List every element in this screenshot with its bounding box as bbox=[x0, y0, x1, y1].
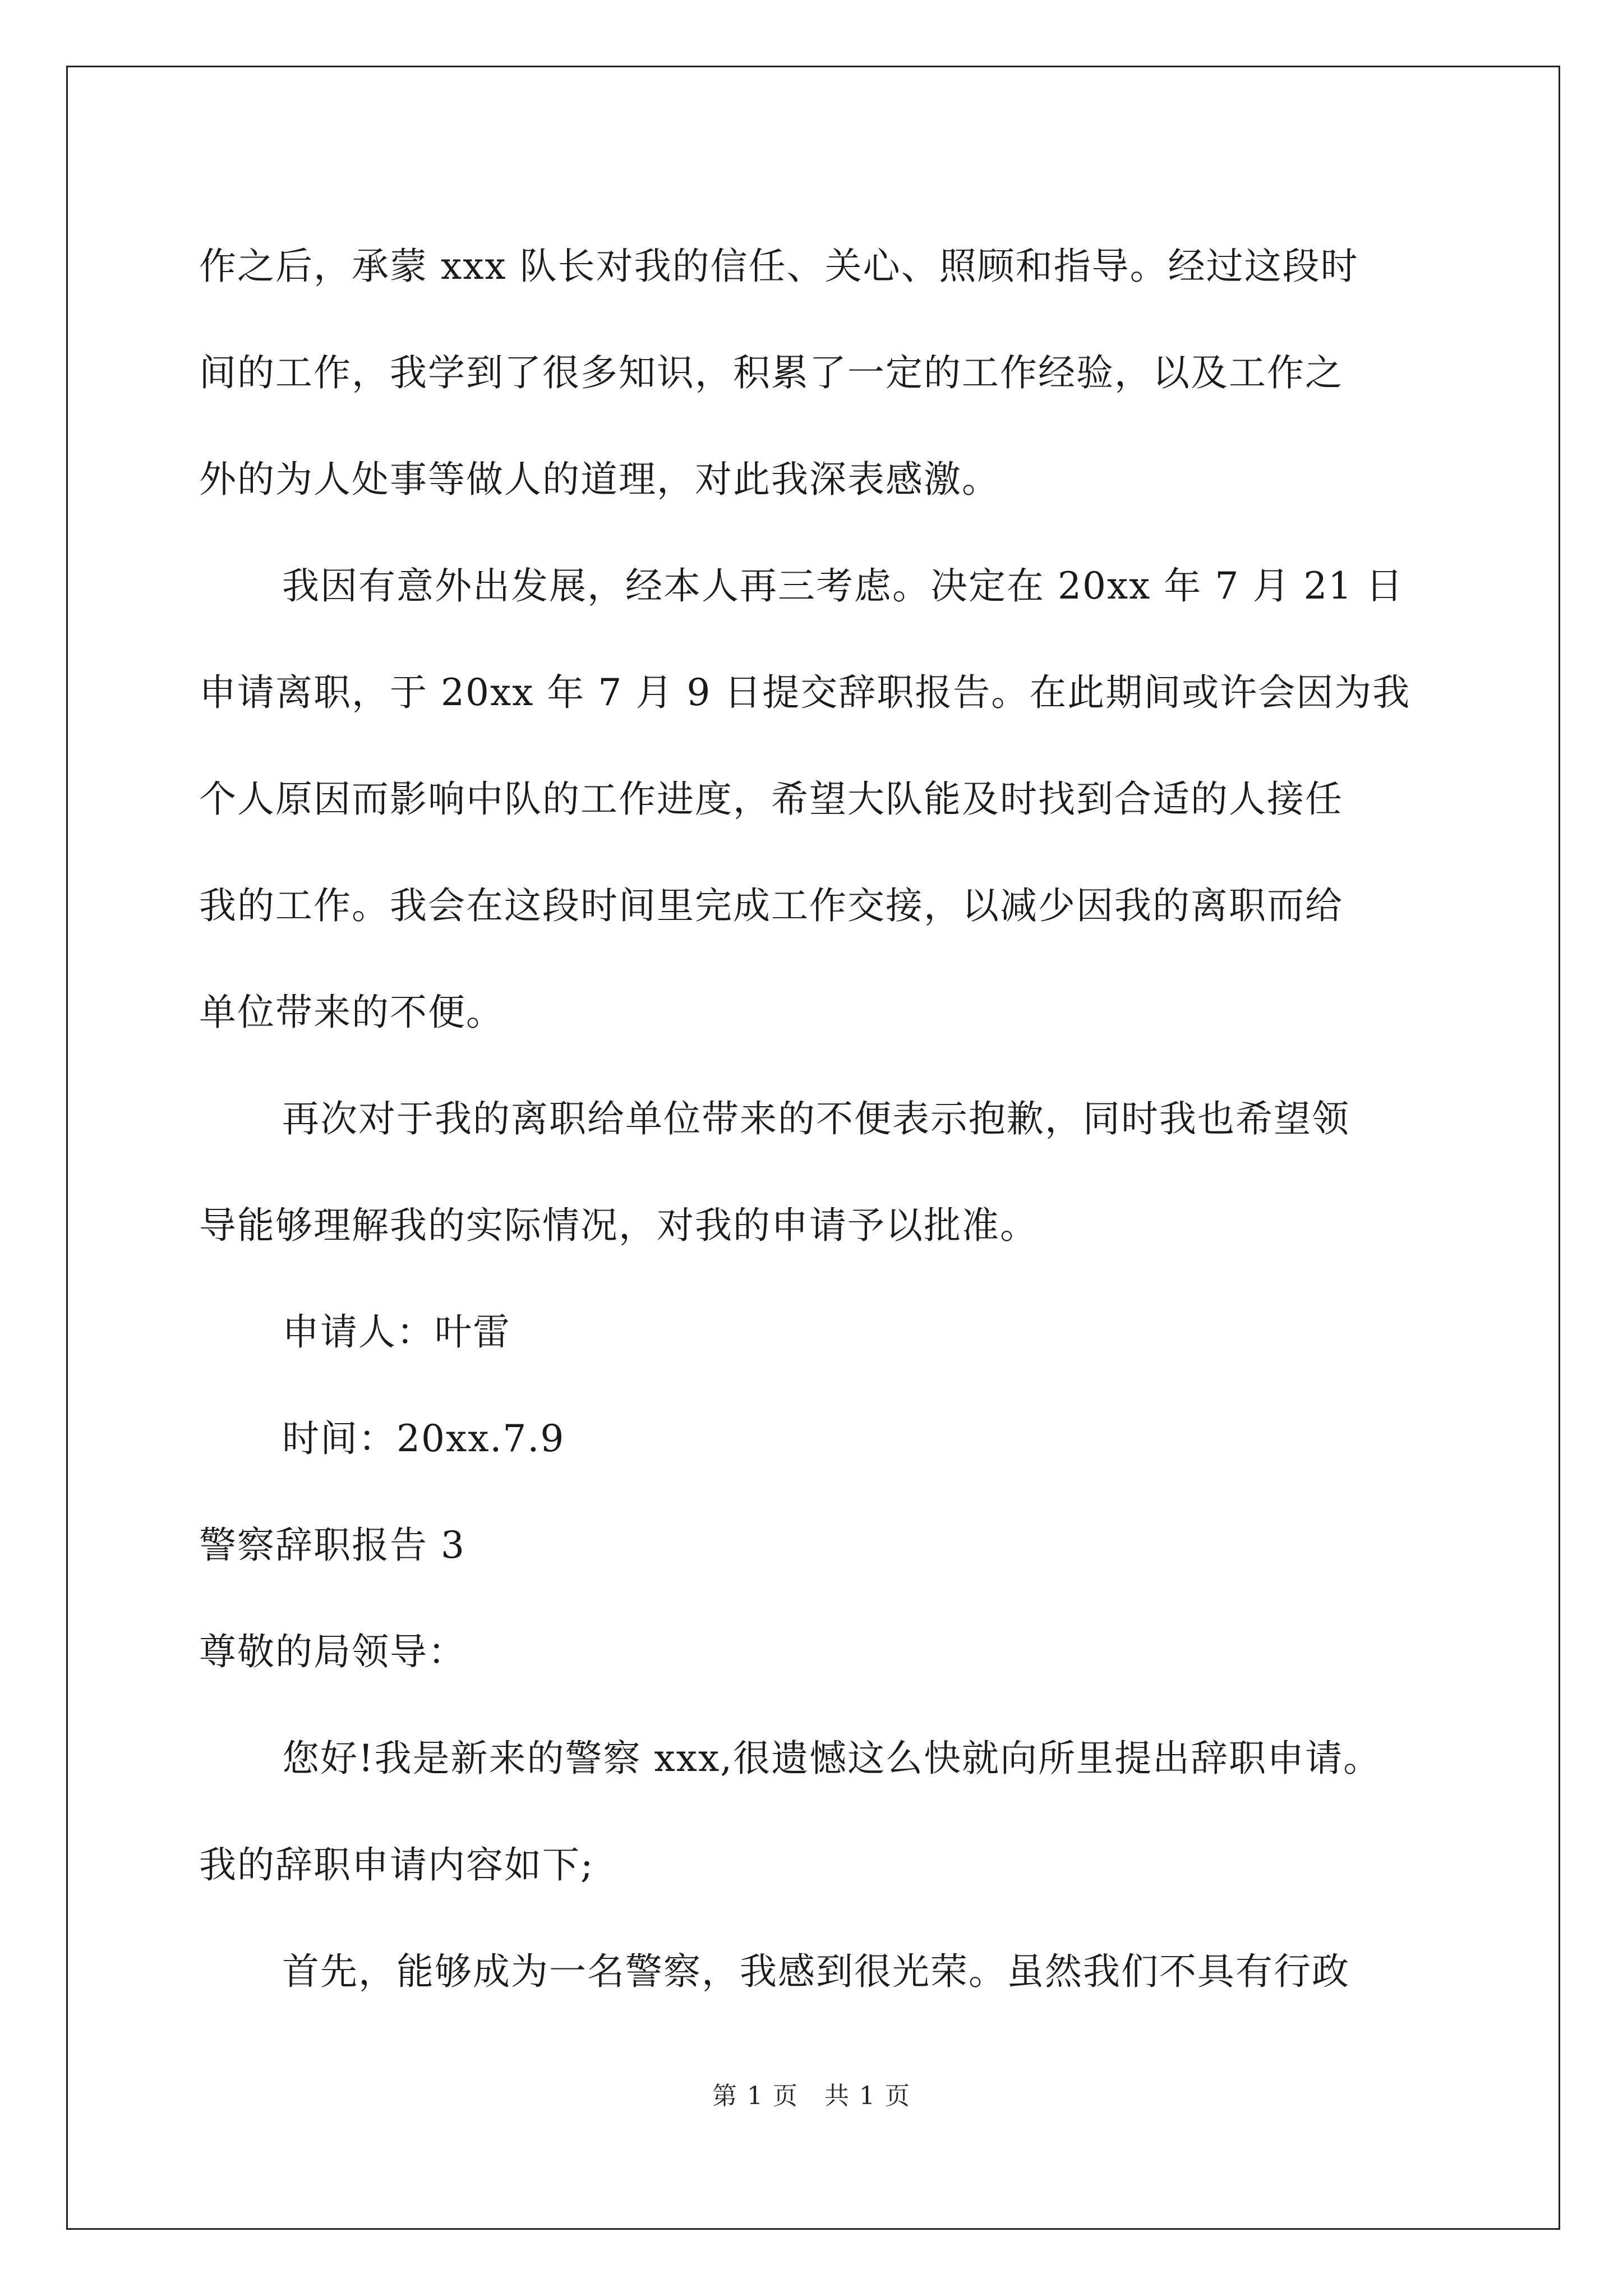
section-title: 警察辞职报告 3 bbox=[199, 1524, 465, 1567]
text-line: 作之后，承蒙 xxx 队长对我的信任、关心、照顾和指导。经过这段时 bbox=[199, 245, 1359, 288]
text-line: 我的工作。我会在这段时间里完成工作交接，以减少因我的离职而给 bbox=[199, 884, 1343, 927]
text-line: 您好!我是新来的警察 xxx,很遗憾这么快就向所里提出辞职申请。 bbox=[282, 1737, 1382, 1780]
document-body bbox=[199, 213, 1433, 2025]
date-line: 时间：20xx.7.9 bbox=[282, 1417, 565, 1460]
text-line: 外的为人处事等做人的道理，对此我深表感激。 bbox=[199, 458, 1000, 501]
text-line: 单位带来的不便。 bbox=[199, 991, 504, 1034]
text-line: 导能够理解我的实际情况，对我的申请予以批准。 bbox=[199, 1204, 1038, 1247]
salutation: 尊敬的局领导： bbox=[199, 1630, 466, 1673]
signature-line: 申请人：叶雷 bbox=[282, 1310, 511, 1354]
text-line: 我因有意外出发展，经本人再三考虑。决定在 20xx 年 7 月 21 日 bbox=[282, 564, 1404, 608]
text-line: 首先，能够成为一名警察，我感到很光荣。虽然我们不具有行政 bbox=[282, 1950, 1350, 1993]
page-number-footer: 第 1 页 共 1 页 bbox=[712, 2082, 911, 2110]
text-line: 间的工作，我学到了很多知识，积累了一定的工作经验，以及工作之 bbox=[199, 351, 1343, 394]
text-line: 再次对于我的离职给单位带来的不便表示抱歉，同时我也希望领 bbox=[282, 1097, 1350, 1140]
text-line: 我的辞职申请内容如下; bbox=[199, 1843, 594, 1887]
text-line: 申请离职，于 20xx 年 7 月 9 日提交辞职报告。在此期间或许会因为我 bbox=[199, 671, 1411, 714]
text-line: 个人原因而影响中队的工作进度，希望大队能及时找到合适的人接任 bbox=[199, 777, 1343, 821]
